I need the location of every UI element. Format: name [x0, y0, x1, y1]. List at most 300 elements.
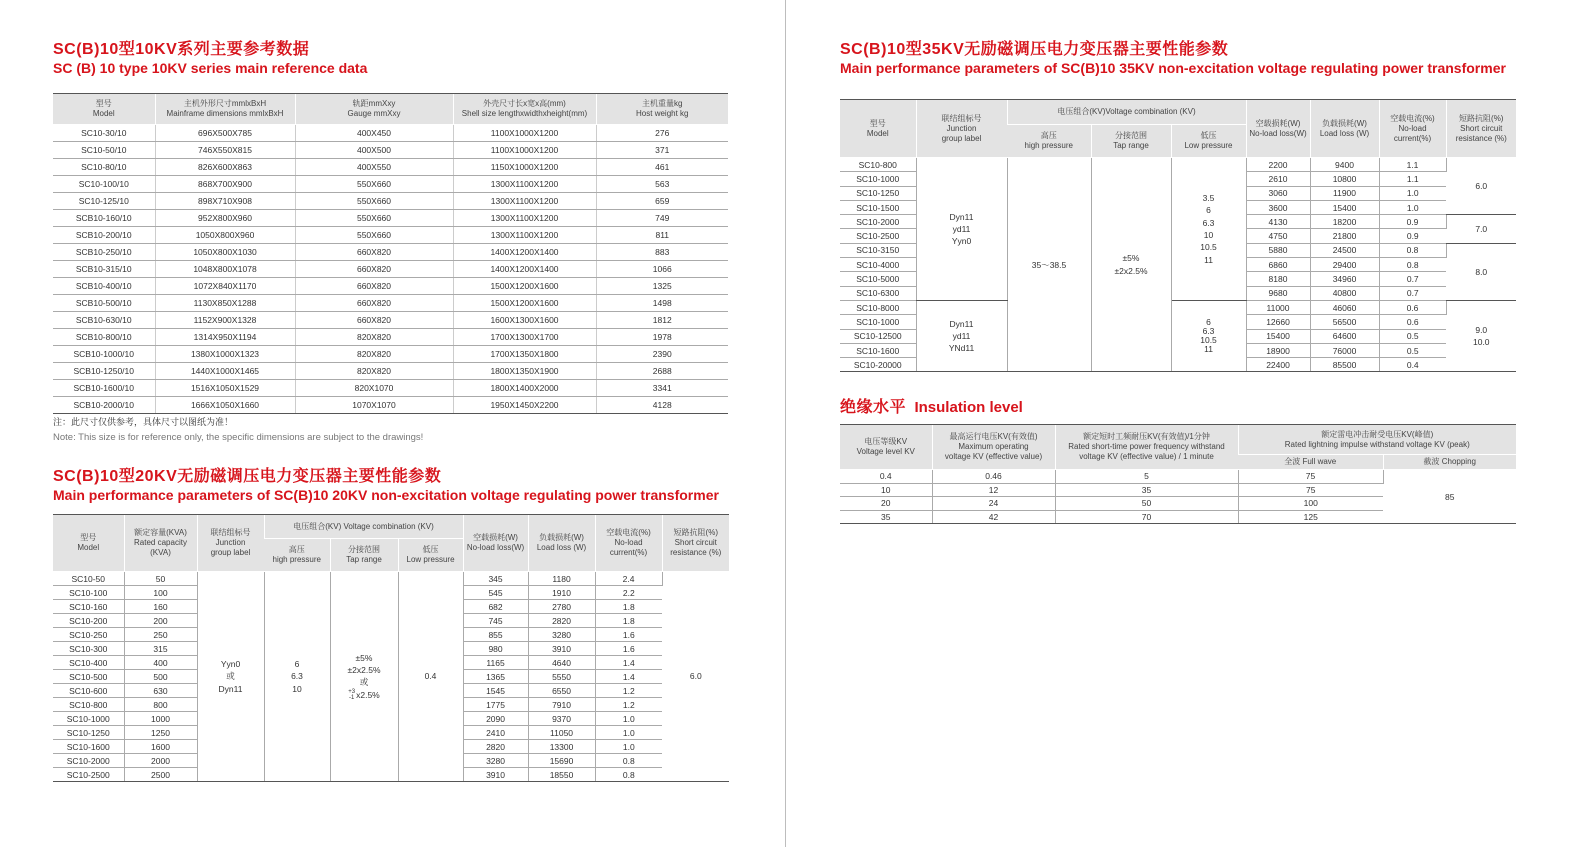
table-cell: SC10-30/10 [53, 125, 155, 142]
table-row [53, 176, 728, 193]
table-cell: 35 [1055, 483, 1238, 497]
page-divider [785, 0, 786, 847]
table-cell: 1300X1100X1200 [453, 210, 596, 227]
table-cell: 1.8 [595, 600, 662, 614]
table-cell: 0.7 [1379, 286, 1446, 300]
table-cell: 4128 [596, 397, 728, 414]
table-cell: 3341 [596, 380, 728, 397]
table-cell: 1072X840X1170 [155, 278, 295, 295]
lv-cell: 0.4 [398, 572, 463, 782]
table-cell: 1516X1050X1529 [155, 380, 295, 397]
size-note-en: Note: This size is for reference only, the specific dimensions are subject to the drawings! [53, 432, 424, 443]
junction-group-cell: Dyn11 yd11 Yyn0 [916, 158, 1007, 301]
table-cell: 1910 [528, 586, 595, 600]
table-cell: SC10-600 [53, 684, 124, 698]
col-voltage-level: 电压等级KV Voltage level KV [840, 425, 932, 470]
table-cell: SC10-5000 [840, 272, 916, 286]
table-cell: 820X1070 [295, 380, 453, 397]
table-row [53, 572, 729, 586]
table-cell: 1440X1000X1465 [155, 363, 295, 380]
table-cell: SC10-3150 [840, 243, 916, 257]
table-cell: 2820 [463, 740, 528, 754]
table-cell: 826X600X863 [155, 159, 295, 176]
short-circuit-cell: 6.0 [662, 572, 729, 782]
table-cell: 800 [124, 698, 197, 712]
table-cell: 5880 [1246, 243, 1310, 257]
table-cell: 1800X1400X2000 [453, 380, 596, 397]
table-cell: SC10-200 [53, 614, 124, 628]
table-cell: 1300X1100X1200 [453, 176, 596, 193]
table-cell: 2200 [1246, 158, 1310, 172]
table-cell: 0.4 [1379, 358, 1446, 372]
table-cell: 811 [596, 227, 728, 244]
table-cell: 9370 [528, 712, 595, 726]
sec3-title-zh: SC(B)10型35KV无励磁调压电力变压器主要性能参数 [840, 41, 1229, 58]
table-cell: 22400 [1246, 358, 1310, 372]
table-cell: 50 [1055, 497, 1238, 511]
table-cell: 70 [1055, 510, 1238, 524]
table-cell: 682 [463, 600, 528, 614]
table-cell: SCB10-500/10 [53, 295, 155, 312]
short-circuit-cell: 7.0 [1446, 215, 1516, 244]
table-cell: 1.0 [1379, 200, 1446, 214]
table-cell: SC10-50 [53, 572, 124, 586]
table-cell: 1048X800X1078 [155, 261, 295, 278]
table-row [840, 470, 1516, 484]
table-cell: 820X820 [295, 363, 453, 380]
table-cell: 6550 [528, 684, 595, 698]
table-cell: 1.4 [595, 670, 662, 684]
table-cell: 1498 [596, 295, 728, 312]
table-cell: 125 [1238, 510, 1383, 524]
table-cell: SCB10-1250/10 [53, 363, 155, 380]
table-cell: 4640 [528, 656, 595, 670]
table-cell: 3600 [1246, 200, 1310, 214]
table-cell: 3910 [463, 768, 528, 782]
table-cell: 0.8 [1379, 243, 1446, 257]
table-cell: 1950X1450X2200 [453, 397, 596, 414]
hv-cell: 6 6.3 10 [264, 572, 330, 782]
reference-data-table [53, 93, 728, 414]
table-cell: 34960 [1310, 272, 1379, 286]
table-cell: SC10-1600 [53, 740, 124, 754]
col-chopping: 截波 Chopping [1383, 455, 1516, 470]
table-cell: 5 [1055, 470, 1238, 484]
table-cell: 2688 [596, 363, 728, 380]
table-cell: SC10-1250 [53, 726, 124, 740]
table-cell: SC10-50/10 [53, 142, 155, 159]
col-lv: 低压 Low pressure [1171, 125, 1246, 158]
table-cell: 1130X850X1288 [155, 295, 295, 312]
table-cell: 2820 [528, 614, 595, 628]
table-cell: 15690 [528, 754, 595, 768]
sec4-title-en: Insulation level [914, 399, 1023, 416]
col-tap: 分接范围 Tap range [330, 539, 398, 572]
table-cell: 500 [124, 670, 197, 684]
table-cell: SC10-4000 [840, 258, 916, 272]
table-cell: SC10-2000 [840, 215, 916, 229]
table-cell: 1500X1200X1600 [453, 295, 596, 312]
table-cell: 0.9 [1379, 215, 1446, 229]
table-row [53, 363, 728, 380]
table-cell: 550X660 [295, 193, 453, 210]
table-cell: 1.8 [595, 614, 662, 628]
table-cell: 3910 [528, 642, 595, 656]
sec2-title-en: Main performance parameters of SC(B)10 20KV non-excitation voltage regulating power transformer [53, 487, 719, 503]
table-cell: 2500 [124, 768, 197, 782]
table-cell: SCB10-400/10 [53, 278, 155, 295]
table-cell: 1050X800X960 [155, 227, 295, 244]
tap-range-cell: ±5% ±2x2.5% 或 +3 -1 x2.5% [330, 572, 398, 782]
table-cell: 2090 [463, 712, 528, 726]
table-row [53, 397, 728, 414]
table-cell: 0.6 [1379, 300, 1446, 314]
table-cell: 6860 [1246, 258, 1310, 272]
col-short-time-withstand: 额定短时工频耐压KV(有效值)/1分钟 Rated short-time power frequency withstand voltage KV (effective value) / 1 minute [1055, 425, 1238, 470]
table-cell: SCB10-250/10 [53, 244, 155, 261]
table-cell: SC10-800 [53, 698, 124, 712]
table-cell: 1050X800X1030 [155, 244, 295, 261]
table-cell: 315 [124, 642, 197, 656]
table-cell: 749 [596, 210, 728, 227]
table-cell: SCB10-160/10 [53, 210, 155, 227]
table-cell: 1.2 [595, 684, 662, 698]
junction-group-cell: Yyn0 或 Dyn11 [197, 572, 264, 782]
table-cell: 1070X1070 [295, 397, 453, 414]
col-noload-current: 空载电流(%) No-load current(%) [1379, 100, 1446, 158]
col-voltage-combination: 电压组合(KV)Voltage combination (KV) [1007, 100, 1246, 125]
table-cell: 660X820 [295, 278, 453, 295]
table-cell: 1812 [596, 312, 728, 329]
table-cell: SC10-300 [53, 642, 124, 656]
col-noload-loss: 空载损耗(W) No-load loss(W) [463, 515, 528, 572]
table-cell: 660X820 [295, 261, 453, 278]
table-cell: SC10-400 [53, 656, 124, 670]
table-row [840, 300, 1516, 314]
table-cell: 1000 [124, 712, 197, 726]
table-cell: 24 [932, 497, 1055, 511]
table-cell: SC10-500 [53, 670, 124, 684]
table-cell: 35 [840, 510, 932, 524]
table-cell: 898X710X908 [155, 193, 295, 210]
table-cell: 0.4 [840, 470, 932, 484]
table-cell: 1.0 [1379, 186, 1446, 200]
col-load-loss: 负载损耗(W) Load loss (W) [1310, 100, 1379, 158]
table-cell: SC10-6300 [840, 286, 916, 300]
table-cell: 1400X1200X1400 [453, 244, 596, 261]
table-cell: 1150X1000X1200 [453, 159, 596, 176]
table-cell: 21800 [1310, 229, 1379, 243]
table-cell: 7910 [528, 698, 595, 712]
table-cell: 42 [932, 510, 1055, 524]
table-cell: SC10-80/10 [53, 159, 155, 176]
table-cell: SC10-100/10 [53, 176, 155, 193]
table-cell: 400X500 [295, 142, 453, 159]
table-cell: 0.8 [1379, 258, 1446, 272]
table-row [53, 346, 728, 363]
junction-group-cell: Dyn11 yd11 YNd11 [916, 300, 1007, 371]
table-cell: SC10-8000 [840, 300, 916, 314]
table-cell: 3060 [1246, 186, 1310, 200]
table-cell: 1.0 [595, 726, 662, 740]
table-cell: 11900 [1310, 186, 1379, 200]
lv-cell: 6 6.3 10.5 11 [1171, 300, 1246, 371]
table-cell: 545 [463, 586, 528, 600]
table-cell: 76000 [1310, 343, 1379, 357]
table-cell: 2410 [463, 726, 528, 740]
table-cell: 1300X1100X1200 [453, 227, 596, 244]
col-tap: 分接范围 Tap range [1091, 125, 1171, 158]
table-cell: 660X820 [295, 295, 453, 312]
table-cell: SC10-1600 [840, 343, 916, 357]
table-cell: 563 [596, 176, 728, 193]
col-lv: 低压 Low pressure [398, 539, 463, 572]
table-cell: 1775 [463, 698, 528, 712]
table-cell: 1314X950X1194 [155, 329, 295, 346]
table-cell: 9400 [1310, 158, 1379, 172]
table-cell: 10800 [1310, 172, 1379, 186]
table-cell: 659 [596, 193, 728, 210]
table-cell: 100 [124, 586, 197, 600]
table-row [53, 193, 728, 210]
col-header: 轨距mmXxy Gauge mmXxy [295, 94, 453, 125]
table-cell: 200 [124, 614, 197, 628]
table-cell: 13300 [528, 740, 595, 754]
table-cell: 0.8 [595, 754, 662, 768]
table-cell: 12 [932, 483, 1055, 497]
table-cell: 75 [1238, 483, 1383, 497]
table-cell: SCB10-630/10 [53, 312, 155, 329]
table-cell: 1500X1200X1600 [453, 278, 596, 295]
table-cell: SC10-2500 [840, 229, 916, 243]
col-short-circuit: 短路抗阻(%) Short circuit resistance (%) [1446, 100, 1516, 158]
table-cell: 40800 [1310, 286, 1379, 300]
table-cell: 46060 [1310, 300, 1379, 314]
table-cell: 18550 [528, 768, 595, 782]
table-cell: 868X700X900 [155, 176, 295, 193]
table-cell: 10 [840, 483, 932, 497]
table-row [53, 295, 728, 312]
table-cell: 3280 [463, 754, 528, 768]
table-cell: 1365 [463, 670, 528, 684]
table-cell: 1.6 [595, 628, 662, 642]
table-cell: 2.4 [595, 572, 662, 586]
tap-range-cell: ±5% ±2x2.5% [1091, 158, 1171, 372]
table-row [53, 210, 728, 227]
table-cell: 1666X1050X1660 [155, 397, 295, 414]
sec2-title-zh: SC(B)10型20KV无励磁调压电力变压器主要性能参数 [53, 468, 442, 485]
table-cell: 2390 [596, 346, 728, 363]
table-cell: 400 [124, 656, 197, 670]
col-header: 外壳尺寸长x宽x高(mm) Shell size lengthxwidthxheight(mm) [453, 94, 596, 125]
table-cell: 3280 [528, 628, 595, 642]
table-cell: 820X820 [295, 346, 453, 363]
table-cell: SC10-2500 [53, 768, 124, 782]
col-header: 型号 Model [53, 94, 155, 125]
table-cell: 0.9 [1379, 229, 1446, 243]
table-cell: SCB10-1000/10 [53, 346, 155, 363]
table-cell: 660X820 [295, 244, 453, 261]
col-voltage-combination: 电压组合(KV) Voltage combination (KV) [264, 515, 463, 539]
table-cell: SC10-1500 [840, 200, 916, 214]
table-cell: SCB10-1600/10 [53, 380, 155, 397]
table-cell: 5550 [528, 670, 595, 684]
table-cell: 550X660 [295, 176, 453, 193]
table-cell: 75 [1238, 470, 1383, 484]
table-cell: SC10-160 [53, 600, 124, 614]
table-cell: 4130 [1246, 215, 1310, 229]
table-cell: SC10-250 [53, 628, 124, 642]
table-cell: 696X500X785 [155, 125, 295, 142]
table-cell: 1700X1350X1800 [453, 346, 596, 363]
col-lightning-impulse: 额定雷电冲击耐受电压KV(峰值) Rated lightning impulse withstand voltage KV (peak) [1238, 425, 1516, 455]
table-cell: 980 [463, 642, 528, 656]
table-cell: 1.1 [1379, 158, 1446, 172]
table-cell: SC10-1000 [53, 712, 124, 726]
table-cell: SC10-800 [840, 158, 916, 172]
table-row [53, 227, 728, 244]
table-cell: 660X820 [295, 312, 453, 329]
table-cell: SC10-1000 [840, 172, 916, 186]
table-row [53, 278, 728, 295]
table-cell: 2780 [528, 600, 595, 614]
table-cell: 1.0 [595, 712, 662, 726]
table-cell: 0.46 [932, 470, 1055, 484]
short-circuit-cell: 8.0 [1446, 243, 1516, 300]
table-cell: 100 [1238, 497, 1383, 511]
table-cell: 4750 [1246, 229, 1310, 243]
table-cell: 1100X1000X1200 [453, 142, 596, 159]
table-cell: 11050 [528, 726, 595, 740]
table-cell: 1300X1100X1200 [453, 193, 596, 210]
table-cell: 1600 [124, 740, 197, 754]
sec3-title-en: Main performance parameters of SC(B)10 35KV non-excitation voltage regulating power transformer [840, 60, 1506, 76]
table-cell: 550X660 [295, 210, 453, 227]
table-cell: SC10-2000 [53, 754, 124, 768]
col-junction: 联结组标号 Junction group label [197, 515, 264, 572]
size-note-zh: 注：此尺寸仅供参考，具体尺寸以图纸为准！ [53, 417, 234, 427]
table-cell: 1.0 [595, 740, 662, 754]
table-row [53, 159, 728, 176]
table-cell: 1800X1350X1900 [453, 363, 596, 380]
table-cell: 550X660 [295, 227, 453, 244]
table-cell: 1180 [528, 572, 595, 586]
table-cell: SC10-125/10 [53, 193, 155, 210]
table-cell: SCB10-200/10 [53, 227, 155, 244]
table-row [53, 261, 728, 278]
table-cell: SC10-100 [53, 586, 124, 600]
insulation-level-table [840, 424, 1516, 524]
table-cell: 400X550 [295, 159, 453, 176]
table-cell: 0.5 [1379, 329, 1446, 343]
table-cell: 250 [124, 628, 197, 642]
table-cell: 29400 [1310, 258, 1379, 272]
col-short-circuit: 短路抗阻(%) Short circuit resistance (%) [662, 515, 729, 572]
table-cell: 745 [463, 614, 528, 628]
table-cell: SC10-12500 [840, 329, 916, 343]
table-cell: 1.6 [595, 642, 662, 656]
col-noload-loss: 空载损耗(W) No-load loss(W) [1246, 100, 1310, 158]
table-row [53, 329, 728, 346]
chopping-cell: 85 [1383, 470, 1516, 524]
table-cell: 276 [596, 125, 728, 142]
col-capacity: 额定容量(KVA) Rated capacity (KVA) [124, 515, 197, 572]
table-cell: 1165 [463, 656, 528, 670]
col-hv: 高压 high pressure [1007, 125, 1091, 158]
table-cell: 1400X1200X1400 [453, 261, 596, 278]
table-row [53, 312, 728, 329]
table-cell: 345 [463, 572, 528, 586]
table-cell: 1545 [463, 684, 528, 698]
table-cell: 64600 [1310, 329, 1379, 343]
table-cell: 400X450 [295, 125, 453, 142]
table-cell: 11000 [1246, 300, 1310, 314]
table-cell: SC10-1250 [840, 186, 916, 200]
table-cell: 1.1 [1379, 172, 1446, 186]
table-cell: 0.5 [1379, 343, 1446, 357]
table-cell: 15400 [1310, 200, 1379, 214]
table-cell: 18200 [1310, 215, 1379, 229]
col-noload-current: 空载电流(%) No-load current(%) [595, 515, 662, 572]
table-cell: 50 [124, 572, 197, 586]
short-circuit-cell: 9.0 10.0 [1446, 300, 1516, 371]
table-cell: 1100X1000X1200 [453, 125, 596, 142]
table-cell: 24500 [1310, 243, 1379, 257]
table-row [53, 142, 728, 159]
table-cell: 18900 [1246, 343, 1310, 357]
table-cell: SCB10-2000/10 [53, 397, 155, 414]
col-model: 型号 Model [53, 515, 124, 572]
table-cell: 461 [596, 159, 728, 176]
table-cell: SCB10-315/10 [53, 261, 155, 278]
col-header: 主机重量kg Host weight kg [596, 94, 728, 125]
35kv-performance-table [840, 99, 1516, 372]
table-row [840, 158, 1516, 172]
sec4-title [840, 394, 1023, 417]
table-cell: 746X550X815 [155, 142, 295, 159]
table-cell: 1.4 [595, 656, 662, 670]
table-row [53, 244, 728, 261]
table-cell: 2610 [1246, 172, 1310, 186]
sec1-title-zh: SC(B)10型10KV系列主要参考数据 [53, 41, 310, 58]
table-cell: 85500 [1310, 358, 1379, 372]
table-cell: 56500 [1310, 315, 1379, 329]
table-cell: 1380X1000X1323 [155, 346, 295, 363]
col-max-operating: 最高运行电压KV(有效值) Maximum operating voltage KV (effective value) [932, 425, 1055, 470]
col-load-loss: 负载损耗(W) Load loss (W) [528, 515, 595, 572]
table-cell: 1978 [596, 329, 728, 346]
sec4-title-zh: 绝缘水平 [840, 399, 907, 416]
table-cell: 2000 [124, 754, 197, 768]
lv-cell: 3.5 6 6.3 10 10.5 11 [1171, 158, 1246, 301]
table-cell: 1700X1300X1700 [453, 329, 596, 346]
table-cell: 160 [124, 600, 197, 614]
table-cell: 9680 [1246, 286, 1310, 300]
table-cell: 1.2 [595, 698, 662, 712]
table-cell: 0.6 [1379, 315, 1446, 329]
table-row [53, 380, 728, 397]
table-cell: 20 [840, 497, 932, 511]
table-cell: 952X800X960 [155, 210, 295, 227]
col-hv: 高压 high pressure [264, 539, 330, 572]
table-cell: 371 [596, 142, 728, 159]
table-cell: 1152X900X1328 [155, 312, 295, 329]
table-cell: 8180 [1246, 272, 1310, 286]
table-cell: 1325 [596, 278, 728, 295]
table-cell: SCB10-800/10 [53, 329, 155, 346]
hv-cell: 35～38.5 [1007, 158, 1091, 372]
table-cell: 820X820 [295, 329, 453, 346]
